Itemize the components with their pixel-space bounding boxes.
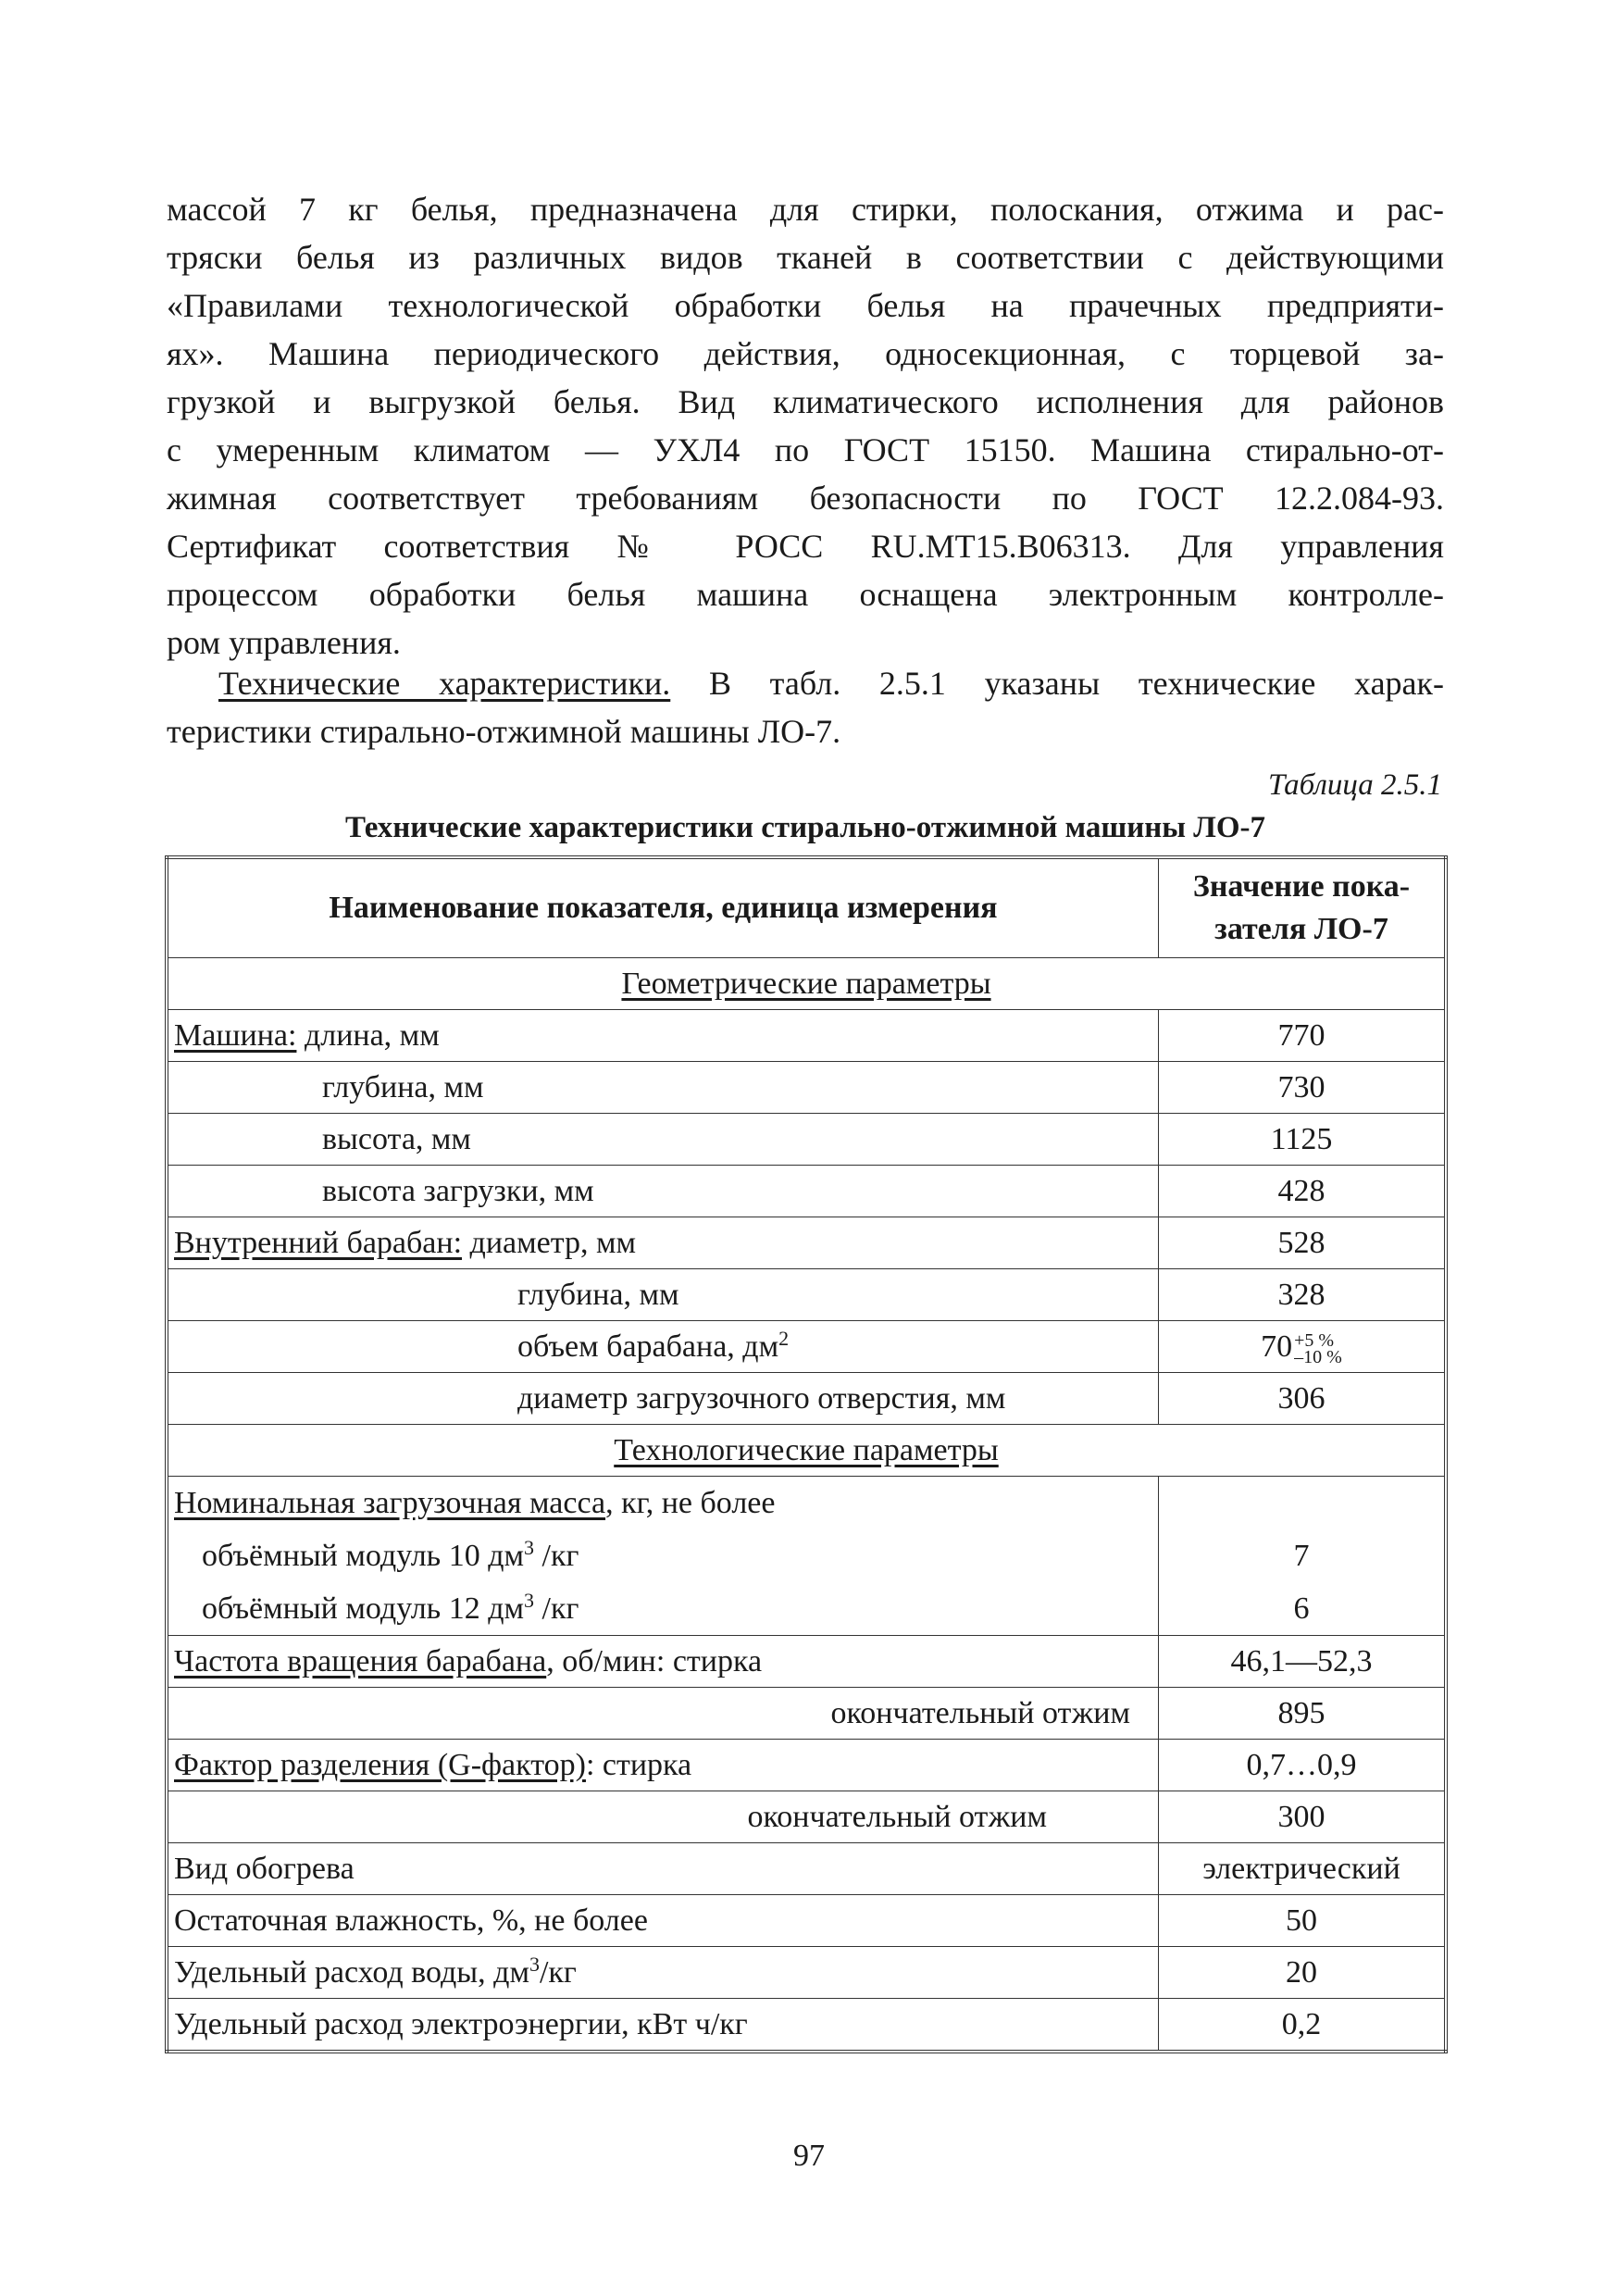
table-title: Технические характеристики стирально-отжимной машины ЛО-7 xyxy=(344,811,1266,844)
table-row xyxy=(167,1321,1446,1373)
param-line xyxy=(174,1529,1152,1582)
paragraph-line: Сертификат соответствия № РОСС RU.МТ15.В06313. Для управления xyxy=(167,528,1444,565)
value-cell: 50 xyxy=(1159,1895,1447,1947)
section-row xyxy=(167,958,1446,1010)
value-cell: электрический xyxy=(1159,1843,1447,1895)
param-cell xyxy=(167,1321,1159,1373)
param-cell: глубина, мм xyxy=(167,1269,1159,1321)
param-cell: Удельный расход электроэнергии, кВт ч/кг xyxy=(167,1999,1159,2053)
table-row xyxy=(167,1477,1446,1636)
intro-paragraph xyxy=(167,185,1444,667)
param-line xyxy=(174,1582,1152,1635)
param-text: /кг xyxy=(534,1539,579,1573)
table-number: Таблица 2.5.1 xyxy=(1268,768,1442,802)
section-cell xyxy=(167,1425,1446,1477)
tolerance xyxy=(1294,1332,1342,1366)
tolerance-minus: –10 % xyxy=(1294,1347,1342,1368)
param-text: /кг xyxy=(534,1591,579,1626)
value-line: 7 xyxy=(1293,1539,1310,1573)
table-row xyxy=(167,1688,1446,1740)
table-row xyxy=(167,1062,1446,1114)
value-cell: 20 xyxy=(1159,1947,1447,1999)
table-row xyxy=(167,1895,1446,1947)
section-row xyxy=(167,1425,1446,1477)
value-cell: 328 xyxy=(1159,1269,1447,1321)
param-text: диаметр, мм xyxy=(462,1226,637,1260)
param-cell: окончательный отжим xyxy=(167,1688,1159,1740)
param-cell xyxy=(167,1636,1159,1688)
value-cell xyxy=(1159,1477,1447,1636)
header-value-line: Значение пока- xyxy=(1192,869,1411,904)
specs-heading: Технические характеристики. xyxy=(218,665,671,702)
value-cell: 730 xyxy=(1159,1062,1447,1114)
paragraph-line: тряски белья из различных видов тканей в соответствии с действующими xyxy=(167,239,1444,276)
table-row xyxy=(167,1166,1446,1217)
param-cell: высота загрузки, мм xyxy=(167,1166,1159,1217)
table-header-row xyxy=(167,857,1446,958)
param-text: объёмный модуль 10 дм xyxy=(202,1539,525,1573)
paragraph-line: жимная соответствует требованиям безопасности по ГОСТ 12.2.084-93. xyxy=(167,480,1444,517)
superscript: 3 xyxy=(524,1536,535,1559)
group-label: Машина: xyxy=(174,1018,297,1053)
paragraph-line: ях». Машина периодического действия, односекционная, с торцевой за- xyxy=(167,335,1444,372)
value-cell: 46,1—52,3 xyxy=(1159,1636,1447,1688)
value-text: 70 xyxy=(1261,1329,1293,1364)
table-row xyxy=(167,1947,1446,1999)
param-cell: глубина, мм xyxy=(167,1062,1159,1114)
header-value-line: зателя ЛО-7 xyxy=(1214,912,1388,946)
table-row xyxy=(167,1269,1446,1321)
table-row xyxy=(167,1010,1446,1062)
section-title-tech: Технологические параметры xyxy=(614,1433,999,1467)
value-line xyxy=(1164,1477,1438,1529)
group-label: Номинальная загрузочная масса xyxy=(174,1486,606,1520)
table-row xyxy=(167,1843,1446,1895)
param-cell xyxy=(167,1947,1159,1999)
value-cell: 0,2 xyxy=(1159,1999,1447,2053)
paragraph-line: с умеренным климатом — УХЛ4 по ГОСТ 15150. Машина стирально-от- xyxy=(167,431,1444,468)
value-line: 6 xyxy=(1293,1591,1310,1626)
value-cell: 0,7…0,9 xyxy=(1159,1740,1447,1791)
header-name-cell: Наименование показателя, единица измерения xyxy=(167,857,1159,958)
table-row xyxy=(167,1373,1446,1425)
value-cell: 300 xyxy=(1159,1791,1447,1843)
page-number: 97 xyxy=(793,2139,825,2173)
superscript: 3 xyxy=(524,1589,535,1612)
param-text: Удельный расход воды, дм xyxy=(174,1955,529,1990)
table-row xyxy=(167,1636,1446,1688)
param-text: /кг xyxy=(539,1955,577,1990)
param-cell xyxy=(167,1010,1159,1062)
value-cell: 895 xyxy=(1159,1688,1447,1740)
param-cell: Остаточная влажность, %, не более xyxy=(167,1895,1159,1947)
table-row xyxy=(167,1791,1446,1843)
param-text: , кг, не более xyxy=(605,1486,776,1520)
spec-table xyxy=(165,855,1448,2053)
param-cell xyxy=(167,1740,1159,1791)
param-text: длина, мм xyxy=(296,1018,440,1053)
value-cell: 770 xyxy=(1159,1010,1447,1062)
superscript: 3 xyxy=(529,1953,540,1976)
header-value-cell xyxy=(1159,857,1447,958)
section-title-geometric: Геометрические параметры xyxy=(621,967,991,1001)
param-line xyxy=(174,1477,1152,1529)
superscript: 2 xyxy=(778,1327,790,1350)
paragraph-line: теристики стирально-отжимной машины ЛО-7. xyxy=(167,713,841,750)
param-cell: высота, мм xyxy=(167,1114,1159,1166)
param-text: объем барабана, дм xyxy=(517,1329,779,1364)
paragraph-line: ром управления. xyxy=(167,624,401,661)
param-text: объёмный модуль 12 дм xyxy=(202,1591,525,1626)
section-cell xyxy=(167,958,1446,1010)
group-label: Внутренний барабан: xyxy=(174,1226,463,1260)
specs-intro-paragraph xyxy=(167,659,1444,755)
group-label: Частота вращения барабана xyxy=(174,1644,547,1678)
param-cell xyxy=(167,1217,1159,1269)
value-cell: 428 xyxy=(1159,1166,1447,1217)
table-row xyxy=(167,1217,1446,1269)
value-cell: 306 xyxy=(1159,1373,1447,1425)
table-row xyxy=(167,1999,1446,2053)
param-cell: диаметр загрузочного отверстия, мм xyxy=(167,1373,1159,1425)
value-cell: 1125 xyxy=(1159,1114,1447,1166)
tolerance-plus: +5 % xyxy=(1294,1330,1335,1352)
param-cell xyxy=(167,1477,1159,1636)
value-cell xyxy=(1159,1321,1447,1373)
param-cell: окончательный отжим xyxy=(167,1791,1159,1843)
paragraph-line: «Правилами технологической обработки белья на прачечных предприяти- xyxy=(167,287,1444,324)
table-row xyxy=(167,1740,1446,1791)
param-cell: Вид обогрева xyxy=(167,1843,1159,1895)
paragraph-line: массой 7 кг белья, предназначена для стирки, полоскания, отжима и рас- xyxy=(167,191,1444,228)
param-text: : стирка xyxy=(585,1748,692,1782)
table-row xyxy=(167,1114,1446,1166)
paragraph-text: В табл. 2.5.1 указаны технические харак- xyxy=(670,665,1445,702)
paragraph-line: грузкой и выгрузкой белья. Вид климатического исполнения для районов xyxy=(167,383,1444,420)
paragraph-line: процессом обработки белья машина оснащена электронным контролле- xyxy=(167,576,1444,613)
param-text: , об/мин: стирка xyxy=(546,1644,763,1678)
paragraph-line xyxy=(167,659,1444,707)
value-cell: 528 xyxy=(1159,1217,1447,1269)
group-label: Фактор разделения (G-фактор) xyxy=(174,1748,586,1782)
